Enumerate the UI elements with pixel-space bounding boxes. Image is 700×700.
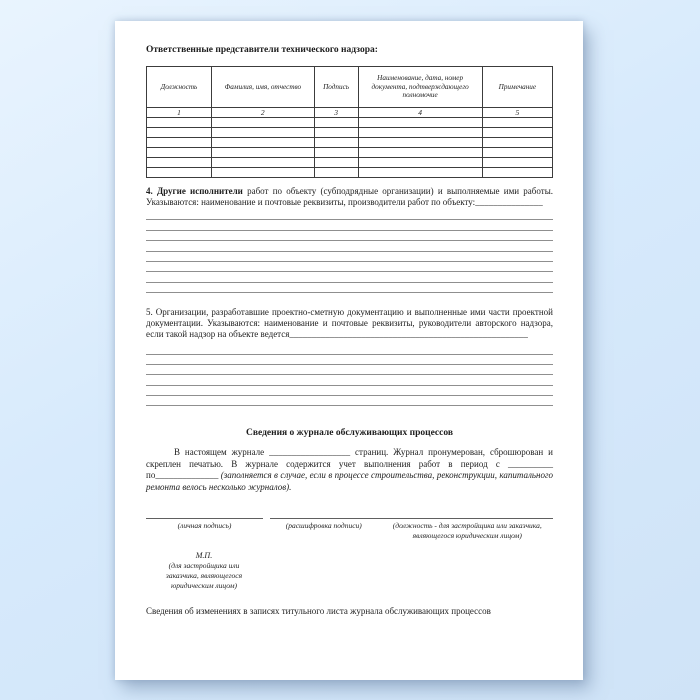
table-cell (314, 148, 358, 158)
table-cell (314, 158, 358, 168)
col-number: 5 (482, 108, 552, 118)
caption-right-group (270, 521, 553, 540)
section4-lead: 4. Другие исполнители (146, 186, 243, 196)
table-cell (147, 118, 212, 128)
table-row (147, 148, 553, 158)
stamp-note: (для застройщика или заказчика, являющегося юридическим лицом) (165, 561, 243, 591)
ruled-blank-line (146, 355, 553, 365)
section5-ruled-lines (146, 344, 553, 406)
table-cell (211, 128, 314, 138)
document-page (115, 21, 583, 680)
table-cell (211, 118, 314, 128)
caption-signature-transcript: (расшифровка подписи) (285, 521, 362, 531)
signature-lines (146, 510, 553, 519)
ruled-blank-line (146, 365, 553, 375)
stamp-label: М.П. (195, 551, 213, 561)
col-header-document: Наименование, дата, номер документа, подтверждающего полномочие (358, 67, 482, 108)
table-cell (482, 158, 552, 168)
caption-position: (должность - для застройщика или заказчика, являющегося юридическим лицом) (392, 521, 542, 540)
table-cell (482, 138, 552, 148)
journal-text: В настоящем журнале __________________ страниц. Журнал пронумерован, сброшюрован и скреплен печатью. В журнале содержится учет выполнения работ в период с __________ по______________ (146, 447, 553, 481)
table-cell (147, 158, 212, 168)
table-cell (482, 128, 552, 138)
section4-body: работ по объекту (субподрядные организации) и выполняемые ими работы. Указываются: наименование и почтовые реквизиты, производители работ по объекту: (146, 186, 553, 207)
ruled-blank-line (146, 272, 553, 282)
ruled-blank-line (146, 231, 553, 241)
section5-paragraph (146, 307, 553, 340)
table-cell (358, 118, 482, 128)
col-number: 4 (358, 108, 482, 118)
table-header (147, 67, 553, 118)
section4-blank-field: _______________ (475, 197, 543, 207)
table-row (147, 118, 553, 128)
journal-paragraph (146, 447, 553, 493)
col-number: 1 (147, 108, 212, 118)
col-number: 2 (211, 108, 314, 118)
ruled-blank-line (146, 375, 553, 385)
col-header-position: Должность (147, 67, 212, 108)
ruled-blank-line (146, 220, 553, 230)
section4-ruled-lines (146, 210, 553, 293)
signature-captions (146, 521, 553, 540)
col-header-full-name: Фамилия, имя, отчество (211, 67, 314, 108)
col-header-signature: Подпись (314, 67, 358, 108)
transcript-position-line (270, 510, 553, 519)
section4-paragraph (146, 186, 553, 208)
table-cell (482, 118, 552, 128)
journal-info-heading: Сведения о журнале обслуживающих процессов (245, 428, 454, 439)
table-row (147, 138, 553, 148)
ruled-blank-line (146, 252, 553, 262)
section5-body: 5. Организации, разработавшие проектно-сметную документацию и выполненные ими части проектной документации. Указываются: наименование и почтовые реквизиты, руководители авторского надзора, если такой надзор на объекте ведется (146, 307, 553, 340)
table-cell (147, 148, 212, 158)
table-cell (211, 168, 314, 178)
journal-note-italic: (заполняется в случае, если в процессе строительства, реконструкции, капитального ремонта велось несколько журналов). (146, 470, 553, 492)
table-cell (314, 168, 358, 178)
page-content (146, 45, 553, 617)
table-cell (358, 148, 482, 158)
section3-heading: Ответственные представители технического надзора: (146, 45, 378, 55)
ruled-blank-line (146, 262, 553, 272)
ruled-blank-line (146, 396, 553, 406)
table-header-row (147, 67, 553, 108)
ruled-blank-line (146, 386, 553, 396)
table-cell (147, 168, 212, 178)
table-cell (211, 148, 314, 158)
table-row (147, 158, 553, 168)
ruled-blank-line (146, 344, 553, 354)
table-cell (314, 118, 358, 128)
personal-signature-line (146, 510, 263, 519)
caption-personal-signature: (личная подпись) (177, 521, 232, 531)
section5-blank-field: _____________________________________________________ (289, 329, 528, 340)
table-cell (211, 138, 314, 148)
table-cell (358, 128, 482, 138)
ruled-blank-line (146, 241, 553, 251)
table-empty-rows (147, 118, 553, 178)
table-cell (358, 158, 482, 168)
col-header-note: Примечание (482, 67, 552, 108)
table-cell (358, 168, 482, 178)
table-cell (314, 128, 358, 138)
stamp-block (156, 551, 252, 591)
table-cell (358, 138, 482, 148)
table-cell (482, 148, 552, 158)
table-cell (482, 168, 552, 178)
table-number-row (147, 108, 553, 118)
ruled-blank-line (146, 283, 553, 293)
table-row (147, 168, 553, 178)
col-number: 3 (314, 108, 358, 118)
table-row (147, 128, 553, 138)
table-cell (147, 138, 212, 148)
supervision-representatives-table (146, 66, 553, 178)
table-cell (314, 138, 358, 148)
table-cell (211, 158, 314, 168)
ruled-blank-line (146, 210, 553, 220)
table-cell (147, 128, 212, 138)
title-sheet-changes-heading: Сведения об изменениях в записях титульного листа журнала обслуживающих процессов (146, 606, 491, 617)
